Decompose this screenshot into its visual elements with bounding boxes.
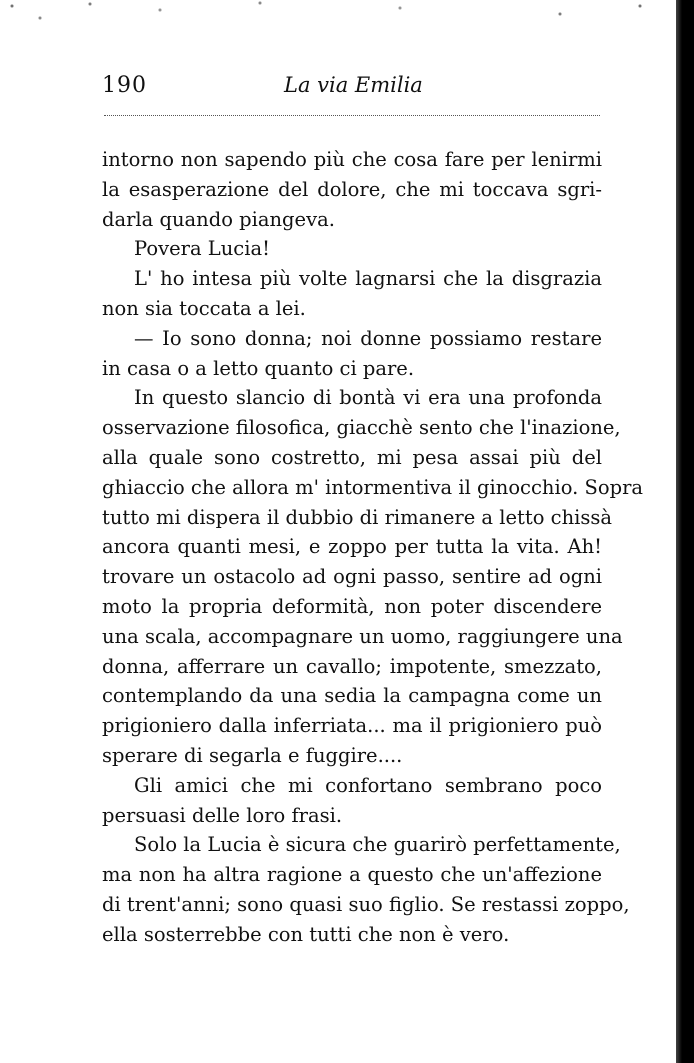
- text-line: prigioniero dalla inferriata... ma il prigioniero può: [102, 714, 602, 738]
- text-line: L' ho intesa più volte lagnarsi che la disgrazia: [134, 267, 602, 291]
- scan-edge: [676, 0, 694, 1063]
- running-title: La via Emilia: [284, 73, 423, 97]
- text-line: ma non ha altra ragione a questo che un'affezione: [102, 863, 602, 887]
- text-line: In questo slancio di bontà vi era una profonda: [134, 386, 602, 410]
- text-line: Gli amici che mi confortano sembrano poco: [134, 773, 602, 797]
- header-rule: [104, 115, 600, 116]
- page-number: 190: [102, 73, 147, 98]
- text-line: tutto mi dispera il dubbio di rimanere a letto chissà: [102, 505, 612, 529]
- text-line: donna, afferrare un cavallo; impotente, smezzato,: [102, 654, 602, 678]
- text-line: alla quale sono costretto, mi pesa assai più del: [102, 445, 602, 469]
- scan-noise: [0, 0, 694, 40]
- text-line: contemplando da una sedia la campagna come un: [102, 684, 602, 708]
- text-line: — Io sono donna; noi donne possiamo restare: [134, 326, 602, 350]
- text-line: la esasperazione del dolore, che mi toccava sgri-: [102, 177, 602, 201]
- body-text: [102, 145, 644, 950]
- text-line: Povera Lucia!: [134, 237, 270, 261]
- text-line: ella sosterrebbe con tutti che non è vero.: [102, 922, 510, 946]
- text-line: darla quando piangeva.: [102, 207, 335, 231]
- text-line: trovare un ostacolo ad ogni passo, sentire ad ogni: [102, 565, 602, 589]
- text-line: ancora quanti mesi, e zoppo per tutta la vita. Ah!: [102, 535, 602, 559]
- text-line: sperare di segarla e fuggire....: [102, 743, 403, 767]
- page-header: [102, 73, 602, 103]
- text-line: non sia toccata a lei.: [102, 296, 306, 320]
- text-line: in casa o a letto quanto ci pare.: [102, 356, 415, 380]
- text-line: una scala, accompagnare un uomo, raggiungere una: [102, 624, 623, 648]
- text-line: moto la propria deformità, non poter discendere: [102, 594, 602, 618]
- text-line: persuasi delle loro frasi.: [102, 803, 343, 827]
- text-line: osservazione filosofica, giacchè sento che l'inazione,: [102, 416, 621, 440]
- text-line: intorno non sapendo più che cosa fare per lenirmi: [102, 148, 602, 171]
- text-line: Solo la Lucia è sicura che guarirò perfettamente,: [134, 833, 621, 857]
- text-line: di trent'anni; sono quasi suo figlio. Se restassi zoppo,: [102, 892, 630, 916]
- text-line: ghiaccio che allora m' intormentiva il ginocchio. Sopra: [102, 475, 644, 499]
